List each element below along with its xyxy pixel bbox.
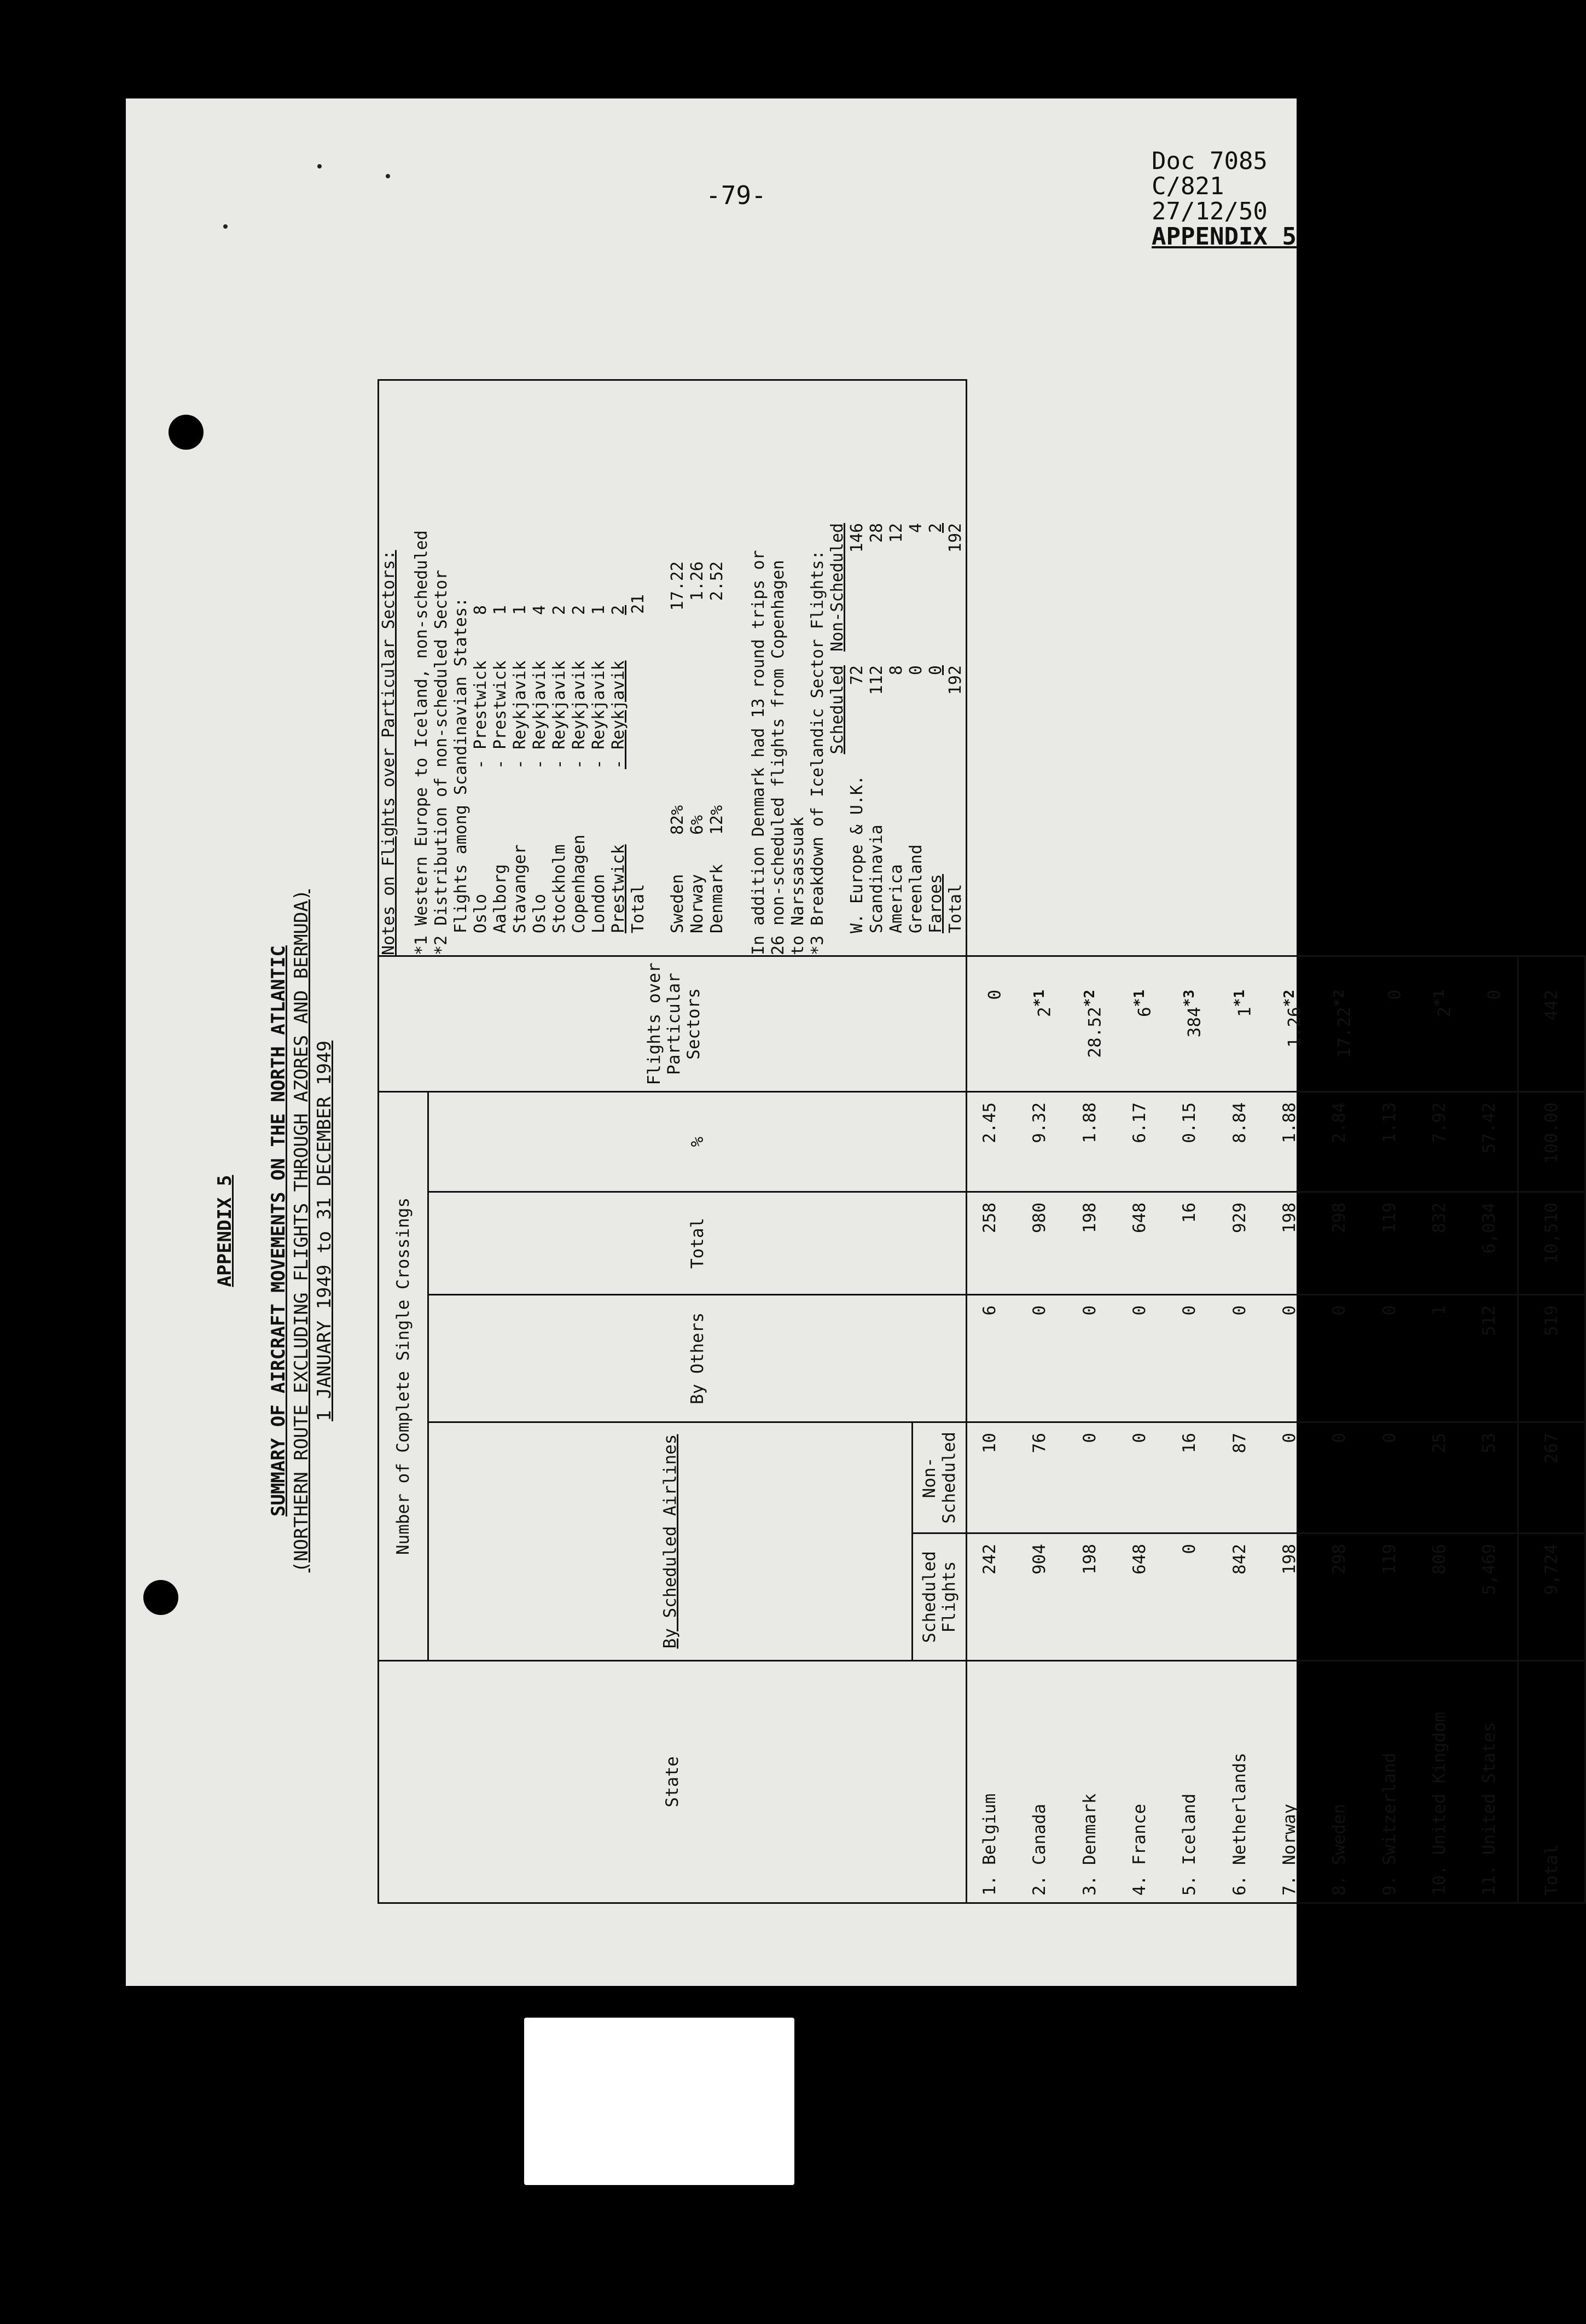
title-block (213, 263, 336, 1904)
non-scheduled-cell: 25 (1417, 1422, 1467, 1533)
appendix-title: APPENDIX 5 (214, 1175, 236, 1287)
sectors-value: 1 (1234, 1007, 1254, 1017)
sectors-value: 2 (1035, 1007, 1055, 1017)
percent-cell: 2.84 (1317, 1092, 1367, 1192)
doc-code: C/821 (1152, 172, 1224, 200)
sectors-cell (1367, 956, 1417, 1092)
others-cell: 0 (1267, 1295, 1317, 1422)
addition-line-1: In addition Denmark had 13 round trips or (749, 550, 768, 955)
others-cell: 0 (1167, 1295, 1217, 1422)
note-2-line-1: *2 Distribution of non-scheduled Sector (432, 570, 451, 955)
scheduled-cell: 198 (1267, 1533, 1317, 1661)
share-row: Denmark 12% 2.52 (707, 561, 727, 933)
non-scheduled-cell: 0 (1317, 1422, 1367, 1533)
sectors-cell (1267, 956, 1317, 1092)
sectors-value: 0 (1484, 990, 1504, 1000)
total-label: Total (1518, 1661, 1585, 1903)
state-cell: 7. Norway (1267, 1661, 1317, 1903)
others-cell: 512 (1467, 1295, 1518, 1422)
state-cell: 5. Iceland (1167, 1661, 1217, 1903)
table-row (1017, 380, 1067, 1903)
table-row (1267, 380, 1317, 1903)
header-scheduled-flights: Scheduled Flights (913, 1533, 967, 1661)
non-scheduled-cell: 16 (1167, 1422, 1217, 1533)
distribution-row: Prestwick - Reykjavik 2 (609, 605, 628, 933)
percent-cell: 9.32 (1017, 1092, 1067, 1192)
others-cell: 0 (1317, 1295, 1367, 1422)
footnote-marker: *1 (1031, 990, 1048, 1007)
breakdown-total: Total 192 192 (946, 523, 965, 933)
addition-line-3: to Narssassuak (788, 817, 807, 955)
state-cell: 10. United Kingdom (1417, 1661, 1467, 1903)
header-state: State (379, 1661, 967, 1903)
sectors-value: 384 (1184, 1007, 1205, 1038)
state-cell: 11. United States (1467, 1661, 1518, 1903)
footnote-marker: *3 (1181, 990, 1198, 1007)
notes-header: Notes on Flights over Particular Sectors: (379, 550, 398, 955)
state-cell: 4. France (1117, 1661, 1167, 1903)
total-cell: 929 (1217, 1192, 1267, 1295)
sectors-cell (1067, 956, 1117, 1092)
footnote-marker: *2 (1281, 990, 1298, 1007)
total-others: 519 (1518, 1295, 1585, 1422)
non-scheduled-cell: 53 (1467, 1422, 1518, 1533)
percent-cell: 0.15 (1167, 1092, 1217, 1192)
note-2-line-2: Flights among Scandinavian States: (451, 597, 470, 933)
state-cell: 2. Canada (1017, 1661, 1067, 1903)
scheduled-cell: 298 (1317, 1533, 1367, 1661)
total-cell: 832 (1417, 1192, 1467, 1295)
state-cell: 6. Netherlands (1217, 1661, 1267, 1903)
header-complete-crossings: Number of Complete Single Crossings (379, 1092, 428, 1661)
addition-line-2: 26 non-scheduled flights from Copenhagen (769, 560, 788, 955)
scheduled-cell: 119 (1367, 1533, 1417, 1661)
total-cell: 298 (1317, 1192, 1367, 1295)
others-cell: 1 (1417, 1295, 1467, 1422)
distribution-row: London - Reykjavik 1 (589, 605, 608, 933)
table-row (1317, 380, 1367, 1903)
speck (386, 174, 390, 178)
percent-cell: 1.13 (1367, 1092, 1417, 1192)
table-row (1367, 380, 1417, 1903)
speck (223, 224, 228, 229)
breakdown-row: W. Europe & U.K. 72 146 (847, 523, 867, 933)
scheduled-cell: 904 (1017, 1533, 1067, 1661)
breakdown-row: Greenland 0 4 (907, 523, 926, 933)
header-sectors: Flights over Particular Sectors (379, 956, 967, 1092)
scheduled-cell: 5,469 (1467, 1533, 1518, 1661)
total-cell: 980 (1017, 1192, 1067, 1295)
table-row (967, 380, 1018, 1903)
table-row (1117, 380, 1167, 1903)
distribution-total: Total 21 (629, 594, 648, 933)
percent-cell: 8.84 (1217, 1092, 1267, 1192)
sectors-cell (1317, 956, 1367, 1092)
document-reference (1152, 149, 1297, 249)
sectors-value: 2 (1434, 1007, 1455, 1017)
speck (317, 164, 322, 169)
total-row (1518, 380, 1585, 1903)
doc-appendix: APPENDIX 5 (1152, 223, 1297, 251)
header-by-others: By Others (428, 1295, 967, 1422)
total-cell: 648 (1117, 1192, 1167, 1295)
note-3: *3 Breakdown of Icelandic Sector Flights: (808, 550, 827, 955)
route-subtitle: (NORTHERN ROUTE EXCLUDING FLIGHTS THROUGH AZORES AND BERMUDA) (291, 889, 312, 1573)
sectors-value: 0 (985, 990, 1005, 1000)
footnote-marker: *1 (1131, 990, 1148, 1007)
table-row (1167, 380, 1217, 1903)
percent-cell: 1.88 (1067, 1092, 1117, 1192)
sectors-value: 28.52 (1084, 1007, 1105, 1058)
non-scheduled-cell: 87 (1217, 1422, 1267, 1533)
percent-cell: 2.45 (967, 1092, 1018, 1192)
sectors-cell (1017, 956, 1067, 1092)
non-scheduled-cell: 0 (1367, 1422, 1417, 1533)
distribution-row: Aalborg - Prestwick 1 (491, 605, 510, 933)
footnote-marker: *1 (1431, 990, 1448, 1007)
sectors-cell (1167, 956, 1217, 1092)
punch-hole-top (169, 415, 204, 450)
table-row (1067, 380, 1117, 1903)
total-cell: 119 (1367, 1192, 1417, 1295)
summary-title: SUMMARY OF AIRCRAFT MOVEMENTS ON THE NORTH ATLANTIC (268, 945, 289, 1517)
distribution-row: Oslo - Reykjavik 4 (530, 605, 549, 933)
share-row: Norway 6% 1.26 (688, 561, 707, 933)
doc-number: Doc 7085 (1152, 147, 1268, 175)
punch-hole-bottom (143, 1580, 178, 1615)
doc-date: 27/12/50 (1152, 197, 1268, 225)
total-non-scheduled: 267 (1518, 1422, 1585, 1533)
state-cell: 3. Denmark (1067, 1661, 1117, 1903)
movements-table (377, 379, 1586, 1904)
sectors-cell (967, 956, 1018, 1092)
scheduled-cell: 648 (1117, 1533, 1167, 1661)
table-row (1417, 380, 1467, 1903)
scheduled-cell: 842 (1217, 1533, 1267, 1661)
sectors-cell (1217, 956, 1267, 1092)
total-percent: 100.00 (1518, 1092, 1585, 1192)
distribution-row: Copenhagen - Reykjavik 2 (570, 605, 589, 933)
footnote-marker: *1 (1231, 990, 1248, 1007)
header-percent: % (428, 1092, 967, 1192)
distribution-row: Stockholm - Reykjavik 2 (550, 605, 569, 933)
total-cell: 198 (1067, 1192, 1117, 1295)
breakdown-row: America 8 12 (887, 523, 906, 933)
percent-cell: 57.42 (1467, 1092, 1518, 1192)
sectors-cell (1417, 956, 1467, 1092)
scheduled-cell: 198 (1067, 1533, 1117, 1661)
note-1: *1 Western Europe to Iceland, non-scheduled (412, 530, 431, 955)
header-total: Total (428, 1192, 967, 1295)
non-scheduled-cell: 0 (1117, 1422, 1167, 1533)
distribution-row: Oslo - Prestwick 8 (471, 605, 490, 933)
sectors-cell (1467, 956, 1518, 1092)
others-cell: 0 (1017, 1295, 1067, 1422)
rotated-content (213, 263, 1561, 1904)
state-cell: 8. Sweden (1317, 1661, 1367, 1903)
total-sectors: 442 (1518, 956, 1585, 1092)
non-scheduled-cell: 76 (1017, 1422, 1067, 1533)
sectors-value: 6 (1135, 1007, 1155, 1017)
percent-cell: 6.17 (1117, 1092, 1167, 1192)
breakdown-row: Scandinavia 112 28 (867, 523, 886, 933)
non-scheduled-cell: 10 (967, 1422, 1018, 1533)
table-row (1467, 380, 1518, 1903)
distribution-row: Stavanger - Reykjavik 1 (510, 605, 530, 933)
sectors-value: 1.26 (1285, 1007, 1305, 1048)
header-by-scheduled: By Scheduled Airlines (428, 1422, 913, 1661)
others-cell: 0 (1117, 1295, 1167, 1422)
state-cell: 1. Belgium (967, 1661, 1018, 1903)
sectors-cell (1117, 956, 1167, 1092)
sectors-value: 17.22 (1334, 1007, 1355, 1058)
footnote-marker: *2 (1331, 990, 1348, 1007)
scheduled-cell: 242 (967, 1533, 1018, 1661)
sectors-value: 0 (1384, 990, 1404, 1000)
percent-cell: 7.92 (1417, 1092, 1467, 1192)
total-total: 10,510 (1518, 1192, 1585, 1295)
footnote-marker: *2 (1081, 990, 1098, 1007)
period-title: 1 JANUARY 1949 to 31 DECEMBER 1949 (313, 1041, 335, 1421)
share-row: Sweden 82% 17.22 (668, 561, 687, 933)
scheduled-cell: 806 (1417, 1533, 1467, 1661)
notes-panel (379, 380, 967, 956)
total-cell: 198 (1267, 1192, 1317, 1295)
non-scheduled-cell: 0 (1067, 1422, 1117, 1533)
header-non-scheduled: Non-Scheduled (913, 1422, 967, 1533)
others-cell: 0 (1067, 1295, 1117, 1422)
distribution-list (471, 381, 727, 955)
label-card (524, 2018, 794, 2185)
scheduled-cell: 0 (1167, 1533, 1217, 1661)
total-cell: 258 (967, 1192, 1018, 1295)
total-cell: 16 (1167, 1192, 1217, 1295)
total-scheduled: 9,724 (1518, 1533, 1585, 1661)
breakdown-header: Scheduled Non-Scheduled (828, 523, 847, 754)
page-number: -79- (706, 181, 766, 210)
percent-cell: 1.88 (1267, 1092, 1317, 1192)
table-row (1217, 380, 1267, 1903)
state-cell: 9. Switzerland (1367, 1661, 1417, 1903)
others-cell: 0 (1217, 1295, 1267, 1422)
non-scheduled-cell: 0 (1267, 1422, 1317, 1533)
breakdown-row: Faroes 0 2 (926, 523, 945, 933)
breakdown-table (828, 381, 966, 955)
others-cell: 6 (967, 1295, 1018, 1422)
others-cell: 0 (1367, 1295, 1417, 1422)
total-cell: 6,034 (1467, 1192, 1518, 1295)
